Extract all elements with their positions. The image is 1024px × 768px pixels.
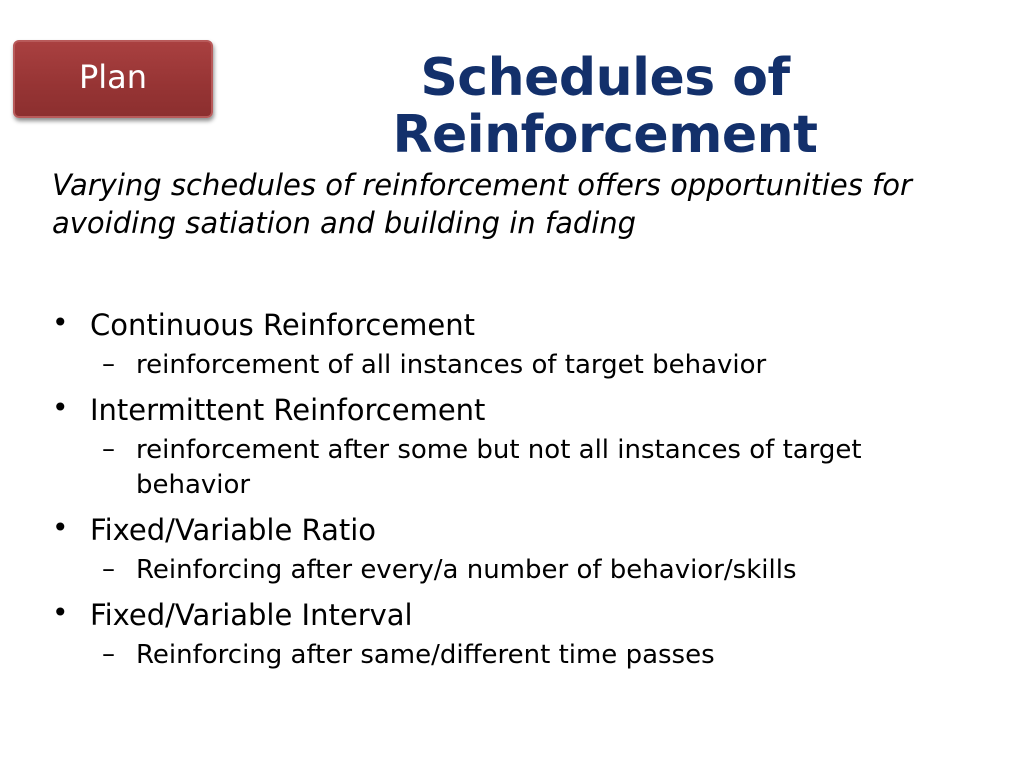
sub-item — [90, 638, 916, 673]
plan-badge — [13, 40, 213, 118]
bullet-dot-icon: • — [52, 511, 69, 544]
dash-icon: – — [102, 554, 115, 584]
bullet-label: Intermittent Reinforcement — [90, 393, 486, 427]
bullet-list — [52, 302, 982, 677]
sub-item-text: reinforcement after some but not all instances of target behavior — [136, 435, 862, 500]
sub-item-text: Reinforcing after every/a number of behavior/skills — [136, 555, 797, 585]
bullet-label: Continuous Reinforcement — [90, 308, 476, 342]
sub-item-text: reinforcement of all instances of target behavior — [136, 350, 767, 380]
bullet-dot-icon: • — [52, 596, 69, 629]
dash-icon: – — [102, 434, 115, 464]
plan-badge-label: Plan — [78, 58, 148, 96]
bullet-item — [52, 592, 982, 673]
sub-item — [90, 433, 916, 503]
intro-text: Varying schedules of reinforcement offers opportunities for avoiding satiation and building in fading — [52, 168, 912, 240]
dash-icon: – — [102, 639, 115, 669]
bullet-item — [52, 387, 982, 503]
bullet-label: Fixed/Variable Interval — [90, 598, 413, 632]
sub-item — [90, 348, 916, 383]
bullet-item — [52, 302, 982, 383]
sub-item — [90, 553, 916, 588]
slide-title: Schedules of Reinforcement — [392, 48, 818, 166]
bullet-item — [52, 507, 982, 588]
sub-item-text: Reinforcing after same/different time passes — [136, 640, 715, 670]
dash-icon: – — [102, 349, 115, 379]
bullet-dot-icon: • — [52, 391, 69, 424]
bullet-dot-icon: • — [52, 306, 69, 339]
bullet-label: Fixed/Variable Ratio — [90, 513, 377, 547]
